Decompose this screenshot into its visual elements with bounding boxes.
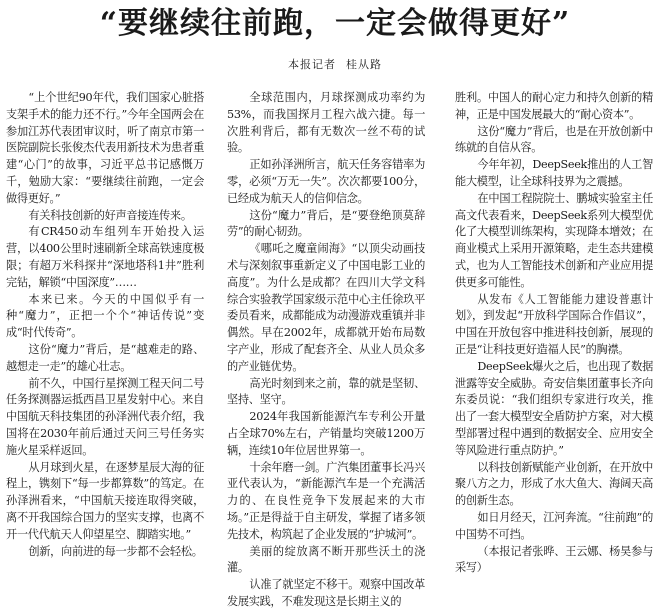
paragraph: 认准了就坚定不移干。观察中国改革发展实践，不难发现这是长期主义的	[227, 578, 425, 608]
paragraph: 这份“魔力”背后，是“要登绝顶莫辞劳”的耐心韧劲。	[227, 208, 425, 239]
article-column-3	[455, 90, 653, 575]
reporter-credit-note: （本报记者张晔、王云娜、杨昊参与采写）	[455, 544, 653, 575]
paragraph: 在中国工程院院士、鹏城实验室主任高文代表看来，DeepSeek系列大模型优化了大模型训练架构，实现降本增效；在商业模式上采用开源策略，走生态共建模式，也为人工智能技术创新和产业应用提供更多可能性。	[455, 191, 653, 289]
paragraph: 本来已来。今天的中国似乎有一种“魔力”，正把一个个“神话传说”变成“时代传奇”。	[6, 292, 204, 340]
paragraph: “上个世纪90年代，我们国家心脏搭支架手术的能力还不行。”今年全国两会在参加江苏代表团审议时，听了南京市第一医院副院长张俊杰代表用新技术为患者重建“心门”的故事，习近平总书记感慨万千，勉励大家：“要继续往前跑，一定会做得更好。”	[6, 91, 204, 205]
article-column-1	[6, 90, 204, 558]
paragraph: 全球范围内，月球探测成功率约为53%，而我国探月工程六战六捷。每一次胜利背后，都有无数次一丝不苟的试验。	[227, 91, 425, 155]
paragraph: 高光时刻到来之前，靠的就是坚韧、坚持、坚守。	[227, 376, 425, 407]
paragraph: 十余年磨一剑。广汽集团董事长冯兴亚代表认为，“新能源汽车是一个充满活力的、在良性竞争下发展起来的大市场。”正是得益于自主研发，掌握了诸多领先技术，构筑起了企业发展的“护城河”。	[227, 460, 425, 541]
paragraph: 从发布《人工智能能力建设普惠计划》，到发起“开放科学国际合作倡议”，中国在开放包容中推进科技创新，展现的正是“让科技更好造福人民”的胸襟。	[455, 292, 653, 356]
paragraph-continued: 胜利。中国人的耐心定力和持久创新的精神，正是中国发展最大的“耐心资本”。	[455, 91, 653, 121]
byline-label: 本报记者	[288, 58, 336, 71]
paragraph: 美丽的绽放离不断开那些沃土的浇灌。	[227, 544, 425, 575]
paragraph: 从月球到火星，在逐梦星辰大海的征程上，镌刻下“每一步都算数”的笃定。在孙泽洲看来，“中国航天接连取得突破，离不开我国综合国力的坚实支撑，也离不开一代代航天人仰望星空、脚踏实地。”	[6, 460, 204, 541]
paragraph: 有关科技创新的好声音接连传来。	[28, 208, 192, 222]
article-headline: “要继续往前跑，一定会做得更好”	[99, 6, 571, 41]
article-column-2	[227, 90, 425, 608]
paragraph: 正如孙泽洲所言，航天任务容错率为零，必须“万无一失”。次次都要100分，已经成为航天人的信仰信念。	[227, 158, 425, 205]
paragraph: 这份“魔力”背后，也是在开放创新中练就的自信从容。	[455, 124, 653, 155]
paragraph: 创新，向前进的每一步都不会轻松。	[28, 544, 203, 558]
paragraph: 今年年初，DeepSeek推出的人工智能大模型，让全球科技界为之震撼。	[455, 158, 653, 188]
byline-author: 桂从路	[346, 58, 382, 71]
article-byline	[0, 58, 670, 72]
paragraph: 这份“魔力”背后，是“越难走的路、越想走一走”的雄心壮志。	[6, 342, 204, 373]
paragraph: 如日月经天，江河奔流。“往前跑”的中国势不可挡。	[455, 510, 653, 541]
paragraph: 《哪吒之魔童闹海》“以顶尖动画技术与深刻叙事重新定义了中国电影工业的高度”。为什么是成都？在四川大学文科综合实验教学国家级示范中心主任徐玖平委员看来，成都能成为动漫游戏重镇并非偶然。早在2002年，成都就开始布局数字产业，形成了配套齐全、从业人员众多的产业链优势。	[227, 242, 425, 373]
paragraph: DeepSeek爆火之后，也出现了数据泄露等安全威胁。奇安信集团董事长齐向东委员说：“我们组织专家进行攻关，推出了一套大模型安全盾防护方案，对大模型部署过程中遇到的数据安全、应用安全等风险进行重点防护。”	[455, 359, 653, 457]
paragraph: 2024年我国新能源汽车专利公开量占全球70%左右，产销量均突破1200万辆，连续10年位居世界第一。	[227, 410, 425, 457]
paragraph: 有CR450动车组列车开始投入运营，以400公里时速刷新全球高铁速度极限；有超万米科探井“深地塔科1井”胜利完钻，解锁“中国深度”……	[6, 225, 204, 289]
paragraph: 以科技创新赋能产业创新，在开放中聚八方之力，形成了水大鱼大、海阔天高的创新生态。	[455, 460, 653, 508]
paragraph: 前不久，中国行星探测工程天问二号任务探测器运抵西昌卫星发射中心。来自中国航天科技集团的孙泽洲代表介绍，我国将在2030年前后通过天问三号任务实施火星采样返回。	[6, 376, 204, 457]
